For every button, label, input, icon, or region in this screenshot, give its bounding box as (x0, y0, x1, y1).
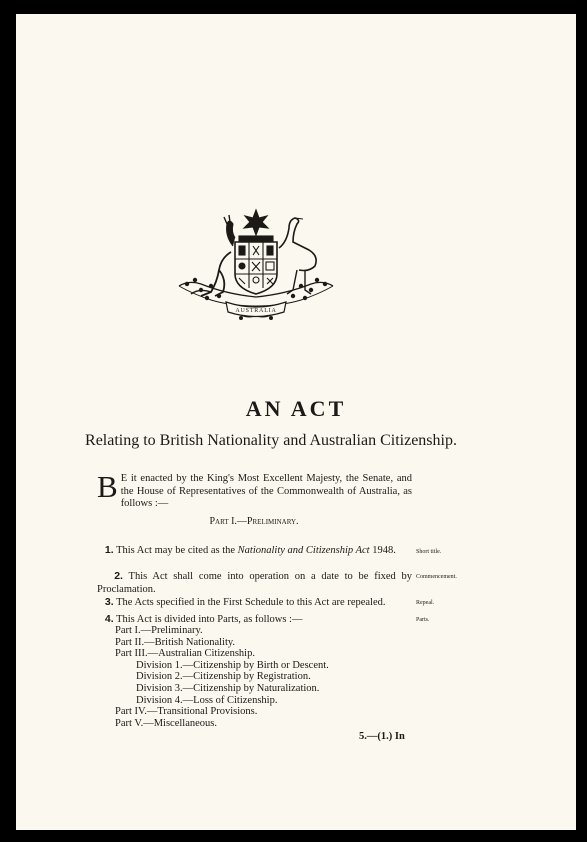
section-text: This Act shall come into operation on a date to be fixed by Proclamation. (97, 571, 413, 595)
part-heading: Part I.—Preliminary. (209, 516, 299, 527)
list-item: Division 4.—Loss of Citizenship. (136, 694, 278, 706)
coat-of-arms-icon (171, 202, 341, 327)
section-number: 4. (104, 613, 114, 625)
section-3 (97, 596, 412, 610)
section-number: 2. (114, 570, 123, 582)
section-text-end: 1948. (369, 545, 396, 556)
crest-scroll-label: AUSTRALIA (235, 308, 277, 314)
section-1 (97, 544, 412, 558)
section-text: The Acts specified in the First Schedule to this Act are repealed. (116, 597, 386, 608)
section-number: 1. (104, 544, 114, 556)
list-item: Part III.—Australian Citizenship. (115, 648, 255, 660)
document-page (16, 14, 576, 830)
enacting-text: E it enacted by the King's Most Excellent Majesty, the Senate, and the House of Representatives of the Commonwealth of Australia, as follows :— (120, 473, 412, 509)
list-item: Division 1.—Citizenship by Birth or Descent. (136, 659, 329, 671)
list-item: Division 2.—Citizenship by Registration. (136, 671, 311, 683)
section-text: This Act is divided into Parts, as follows :— (116, 614, 303, 625)
section-text: This Act may be cited as the (116, 545, 238, 556)
list-item: Part IV.—Transitional Provisions. (115, 706, 258, 718)
list-item: Part V.—Miscellaneous. (115, 717, 217, 729)
catchword: 5.—(1.) In (359, 731, 405, 742)
act-title: AN ACT (245, 396, 347, 421)
list-item: Part II.—British Nationality. (115, 636, 236, 648)
list-item: Division 3.—Citizenship by Naturalization. (136, 682, 320, 694)
section-number: 3. (104, 596, 114, 608)
long-title: Relating to British Nationality and Australian Citizenship. (85, 432, 457, 449)
margin-note-parts: Parts. (416, 617, 430, 623)
section-2 (97, 570, 412, 596)
margin-note-short-title: Short title. (416, 549, 442, 555)
margin-note-repeal: Repeal. (416, 600, 435, 606)
act-short-title: Nationality and Citizenship Act (237, 545, 370, 556)
parts-list (115, 625, 329, 729)
enacting-clause (97, 469, 412, 511)
margin-note-commencement: Commencement. (416, 574, 457, 580)
drop-cap: B (97, 469, 118, 504)
list-item: Part I.—Preliminary. (115, 625, 203, 636)
